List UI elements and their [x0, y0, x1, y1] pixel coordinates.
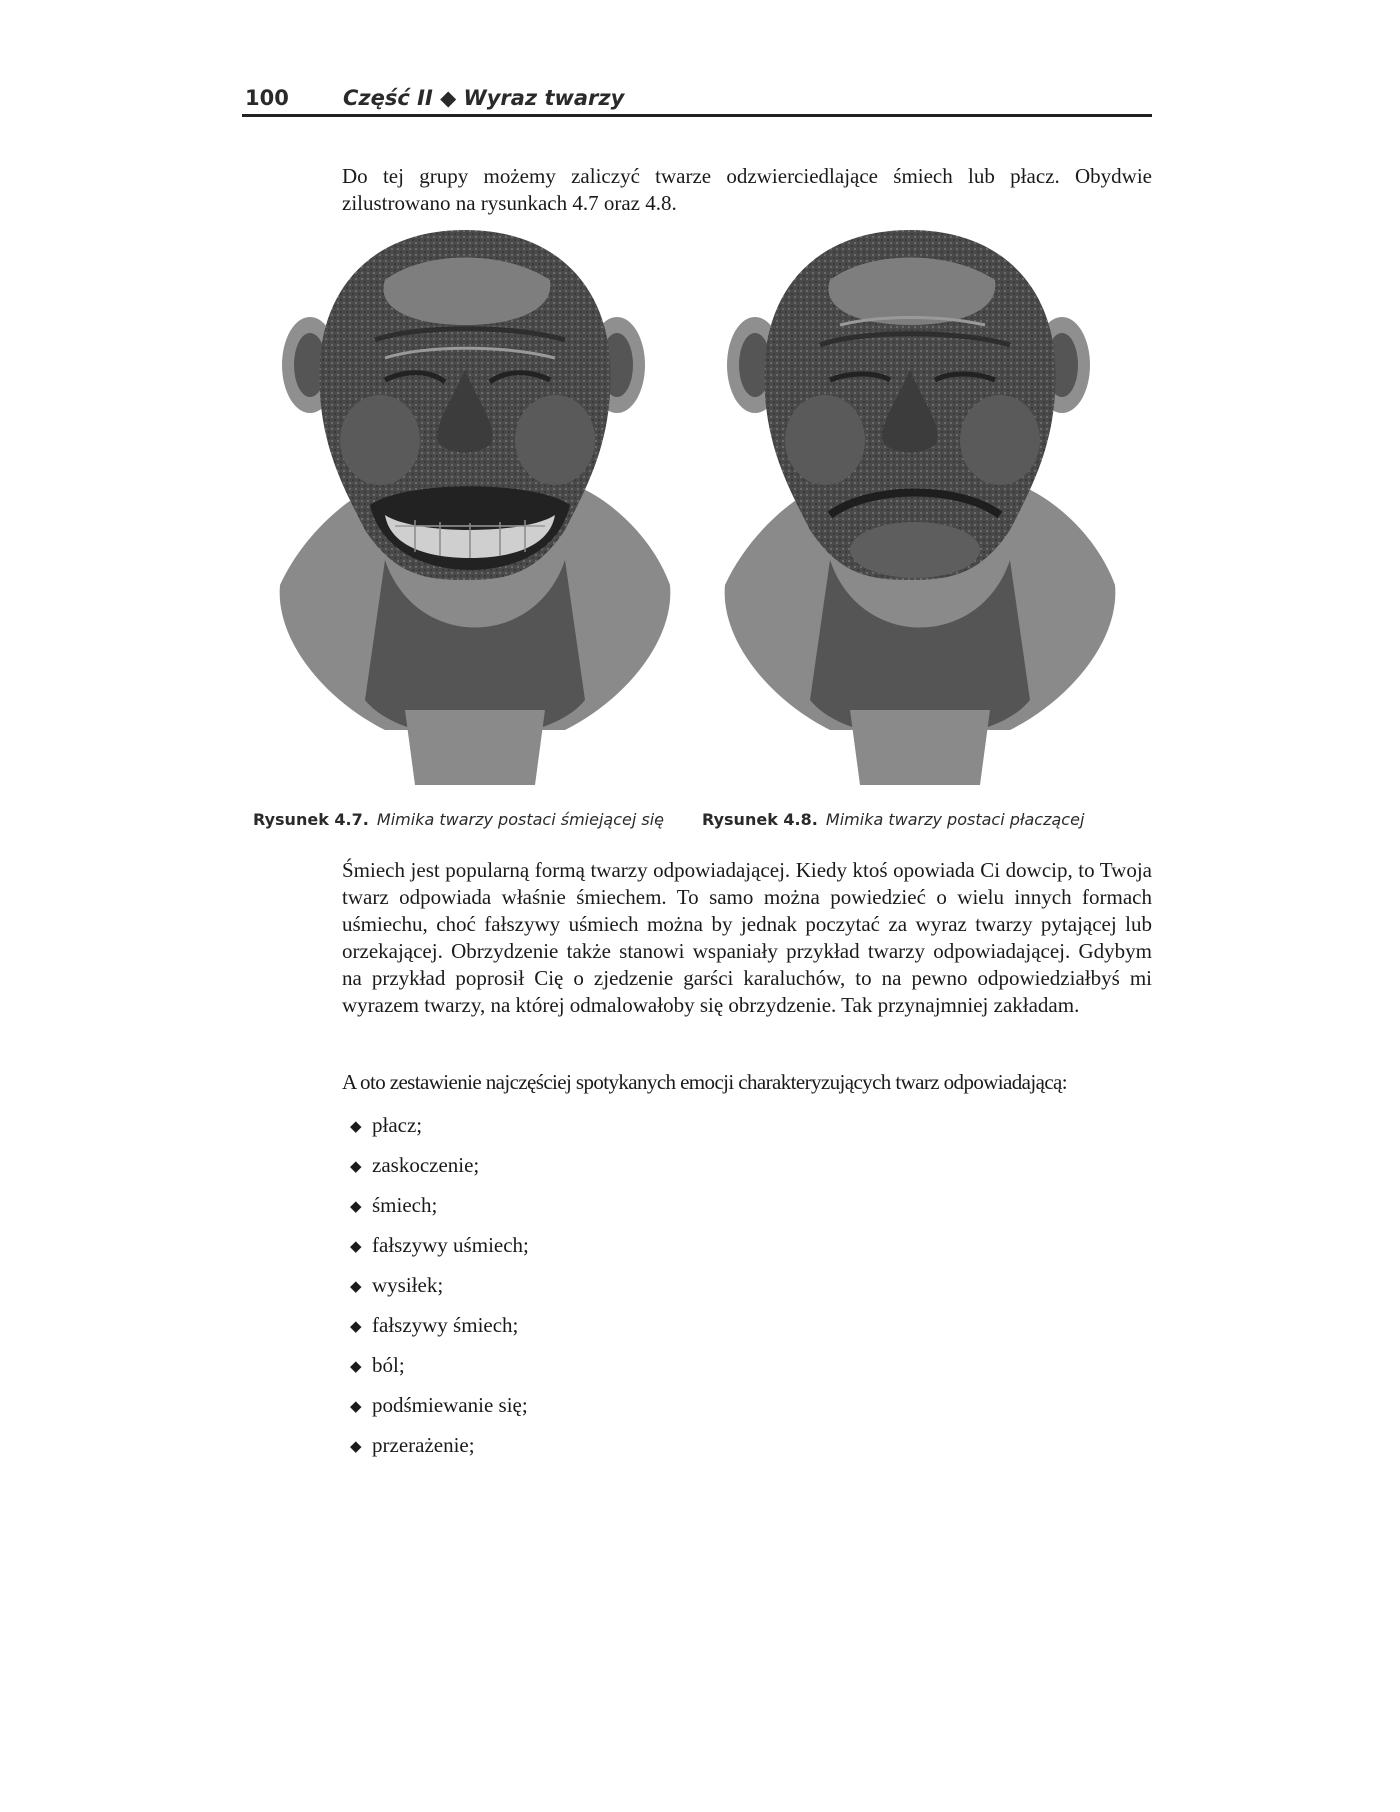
figure-area — [265, 230, 1135, 790]
laughter-paragraph: Śmiech jest popularną formą twarzy odpowiadającej. Kiedy ktoś opowiada Ci dowcip, to Twoja twarz odpowiada właśnie śmiechem. To samo można powiedzieć o wielu innych formach uśmiechu, choć fałszywy uśmiech można by jednak poczytać za wyraz twarzy pytającej lub orzekającej. Obrzydzenie także stanowi wspaniały przykład twarzy odpowiadającej. Gdybym na przykład poprosił Cię o zjedzenie garści karaluchów, to na pewno odpowiedziałbyś mi wyrazem twarzy, na której odmalowałoby się obrzydzenie. Tak przynajmniej zakładam. — [342, 858, 1152, 1017]
figure-4-8-label: Rysunek 4.8. — [702, 810, 818, 829]
diamond-bullet-icon: ◆ — [350, 1119, 362, 1135]
list-item-text: zaskoczenie; — [372, 1153, 480, 1177]
diamond-bullet-icon: ◆ — [350, 1439, 362, 1455]
list-item — [350, 1305, 529, 1345]
diamond-bullet-icon: ◆ — [350, 1199, 362, 1215]
page-header — [242, 84, 1152, 117]
list-item-text: podśmiewanie się; — [372, 1393, 528, 1417]
diamond-bullet-icon: ◆ — [350, 1319, 362, 1335]
intro-paragraph: Do tej grupy możemy zaliczyć twarze odzwierciedlające śmiech lub płacz. Obydwie zilustrowano na rysunkach 4.7 oraz 4.8. — [342, 164, 1152, 215]
figure-4-7-laughing-face-image — [265, 230, 685, 790]
page-number: 100 — [245, 86, 289, 110]
list-item-text: wysiłek; — [372, 1273, 444, 1297]
list-item-text: płacz; — [372, 1113, 423, 1137]
diamond-bullet-icon: ◆ — [350, 1399, 362, 1415]
list-item-text: fałszywy uśmiech; — [372, 1233, 529, 1257]
figure-4-8-caption — [702, 810, 1084, 829]
list-item — [350, 1225, 529, 1265]
figure-4-8-crying-face-image — [710, 230, 1130, 790]
diamond-bullet-icon: ◆ — [350, 1279, 362, 1295]
diamond-bullet-icon: ◆ — [350, 1359, 362, 1375]
figure-4-7-caption-text: Mimika twarzy postaci śmiejącej się — [376, 810, 664, 829]
list-item — [350, 1345, 529, 1385]
list-item-text: przerażenie; — [372, 1433, 475, 1457]
figure-4-7-label: Rysunek 4.7. — [253, 810, 369, 829]
list-item-text: fałszywy śmiech; — [372, 1313, 519, 1337]
diamond-bullet-icon: ◆ — [350, 1159, 362, 1175]
list-item — [350, 1105, 529, 1145]
list-item — [350, 1265, 529, 1305]
emotions-intro-paragraph: A oto zestawienie najczęściej spotykanych emocji charakteryzujących twarz odpowiadającą: — [342, 1070, 1068, 1094]
list-item — [350, 1425, 529, 1465]
list-item-text: ból; — [372, 1353, 405, 1377]
list-item — [350, 1185, 529, 1225]
diamond-bullet-icon: ◆ — [350, 1239, 362, 1255]
emotions-list — [350, 1105, 529, 1465]
list-item — [350, 1145, 529, 1185]
figure-4-7-caption — [253, 810, 664, 829]
figure-4-8-caption-text: Mimika twarzy postaci płaczącej — [825, 810, 1085, 829]
list-item-text: śmiech; — [372, 1193, 438, 1217]
running-title: Część II ◆ Wyraz twarzy — [343, 86, 625, 110]
list-item — [350, 1385, 529, 1425]
